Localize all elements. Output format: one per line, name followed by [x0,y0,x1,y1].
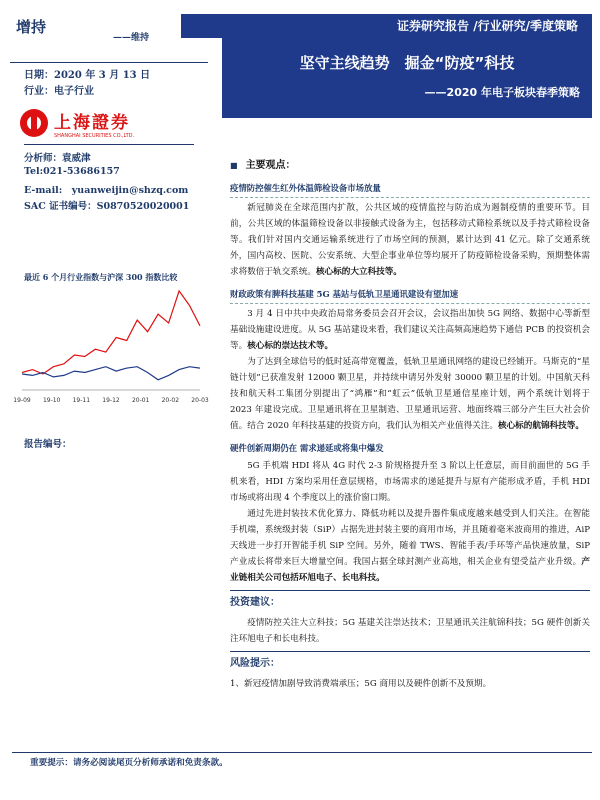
report-number: 报告编号： [24,439,72,450]
investment-text: 疫情防控关注大立科技；5G 基建关注崇达技术；卫星通讯关注航锦科技；5G 硬件创新关注环旭电子和长电科技。 [230,618,590,644]
page-title: 坚守主线趋势 掘金“防疫”科技 [299,54,515,72]
paragraph [230,354,590,434]
series-line-0 [22,291,200,374]
report-date: 日期：2020 年 3 月 13 日 [24,70,151,81]
paragraph [230,200,590,280]
investment-title: 投资建议： [230,597,280,608]
key-stock: 产业链相关公司包括环旭电子、长电科技。 [230,557,590,583]
divider [230,651,590,652]
analyst-email: E-mail: yuanweijin@shzq.com [24,185,189,196]
divider [12,752,592,753]
main-content [230,158,590,692]
page-subtitle: ——2020 年电子板块春季策略 [424,86,580,99]
divider [10,62,208,63]
x-tick-label: 19-12 [102,397,120,404]
logo-en: SHANGHAI SECURITIES CO.,LTD. [54,132,135,139]
x-tick-label: 20-02 [161,397,180,404]
section-title: 硬件创新周期仍在 需求递延或将集中爆发 [230,443,384,453]
divider [24,144,194,145]
paragraph [230,306,590,354]
risk-title: 风险提示： [230,658,280,669]
analyst-tel: Tel:021-53686157 [24,166,120,177]
section-title: 疫情防控催生红外体温筛检设备市场放量 [230,180,590,198]
paragraph-text: 为了达到全球信号的低时延高带宽覆盖，低轨卫星通讯网络的建设已经铺开。马斯克的“星链计划”已获准发射 12000 颗卫星，并持续申请另外发射 30000 颗卫星的计划。中国航天科技和航天科工集团分别提出了“鸿雁”和“虹云”低轨卫星通信星座计划，两个系统计划将于 2023 年建设完成。卫星通讯将在卫星制造、卫星通讯运营、地面终端三部分产生巨大社会价值。结合 2020 年科技基建的投资方向，我们认为相关产业值得关注。 [230,357,590,431]
x-tick-label: 20-03 [191,397,209,404]
company-logo [20,106,170,140]
rating: 增持 [16,18,47,36]
divider [230,590,590,591]
section-heading: ■ 主要观点： [230,158,590,174]
x-tick-label: 19-11 [72,397,91,404]
paragraph [230,506,590,586]
x-tick-label: 20-01 [131,397,150,404]
report-type-banner: 证券研究报告 /行业研究/季度策略 [181,14,592,38]
title-box [222,38,592,118]
series-line-1 [22,367,200,380]
section-title: 财政政策有脾科技基建 5G 基站与低轨卫星通讯建设有望加速 [230,286,590,304]
industry: 行业：电子行业 [24,86,94,97]
paragraph-text: 3 月 4 日中共中央政治局常务委员会召开会议，会议指出加快 5G 网络、数据中心等新型基础设施建设进度。从 5G 基站建设来看，我们建议关注高频高速趋势下通信 PCB 的投资机会等。 [230,309,590,351]
analyst-name: 分析师：袁威津 [24,153,91,164]
logo-cn: 上海證券 [54,112,130,133]
paragraph: 5G 手机端 HDI 将从 4G 时代 2-3 阶规格提升至 3 阶以上任意层，而目前面世的 5G 手机来看，HDI 方案均采用任意层规格，市场需求的递延提升与原有产能形成矛盾，手机 HDI 市场或将出现 4 个季度以上的涨价窗口期。 [230,461,590,503]
paragraph-text: 新冠肺炎在全球范围内扩散，公共区域的疫情监控与防治成为遏制疫情的重要环节。目前，公共区域的体温筛检设备以非接触式设备为主，包括移动式筛检系统以及手持式筛检设备等。我们针对国内交通运输系统进行了市场空间的预测，累计达到 41 亿元。除了交通系统外，国内高校、医院、公安系统、大型企事业单位等均展开了防疫筛检设备采购，预期整体需求将数倍于轨交系统。 [230,203,590,277]
logo-icon [20,109,48,137]
analyst-sac: SAC 证书编号：S0870520020001 [24,201,190,212]
key-stock: 核心标的崇达技术等。 [247,341,334,351]
x-tick-label: 19-10 [42,397,61,404]
key-stock: 核心标的大立科技等。 [315,267,402,277]
key-stock: 核心标的航锦科技等。 [497,421,584,431]
index-comparison-chart [10,282,210,410]
x-tick-label: 19-09 [13,397,31,404]
rating-sub: ——维持 [113,33,150,43]
paragraph-text: 通过先进封装技术优化算力、降低功耗以及提升器件集成度越来越受到人们关注。在智能手机端，系统级封装（SiP）占据先进封装主要的商用市场，并且随着毫米波商用的推进，AiP 天线进一步打开智能手机 SiP 空间。另外，随着 TWS、智能手表/手环等产品快速放量，SiP 产业成长将带来巨大增量空间。我国占据全球封测产业高地，相关企业有望受益产业升级。 [230,509,590,567]
left-column [0,0,210,800]
chart-title: 最近 6 个月行业指数与沪深 300 指数比较 [24,272,178,282]
risk-text: 1、新冠疫情加剧导致消费端承压；5G 商用以及硬件创新不及预期。 [230,679,492,689]
footer-notice: 重要提示：请务必阅读尾页分析师承诺和免责条款。 [30,758,228,768]
